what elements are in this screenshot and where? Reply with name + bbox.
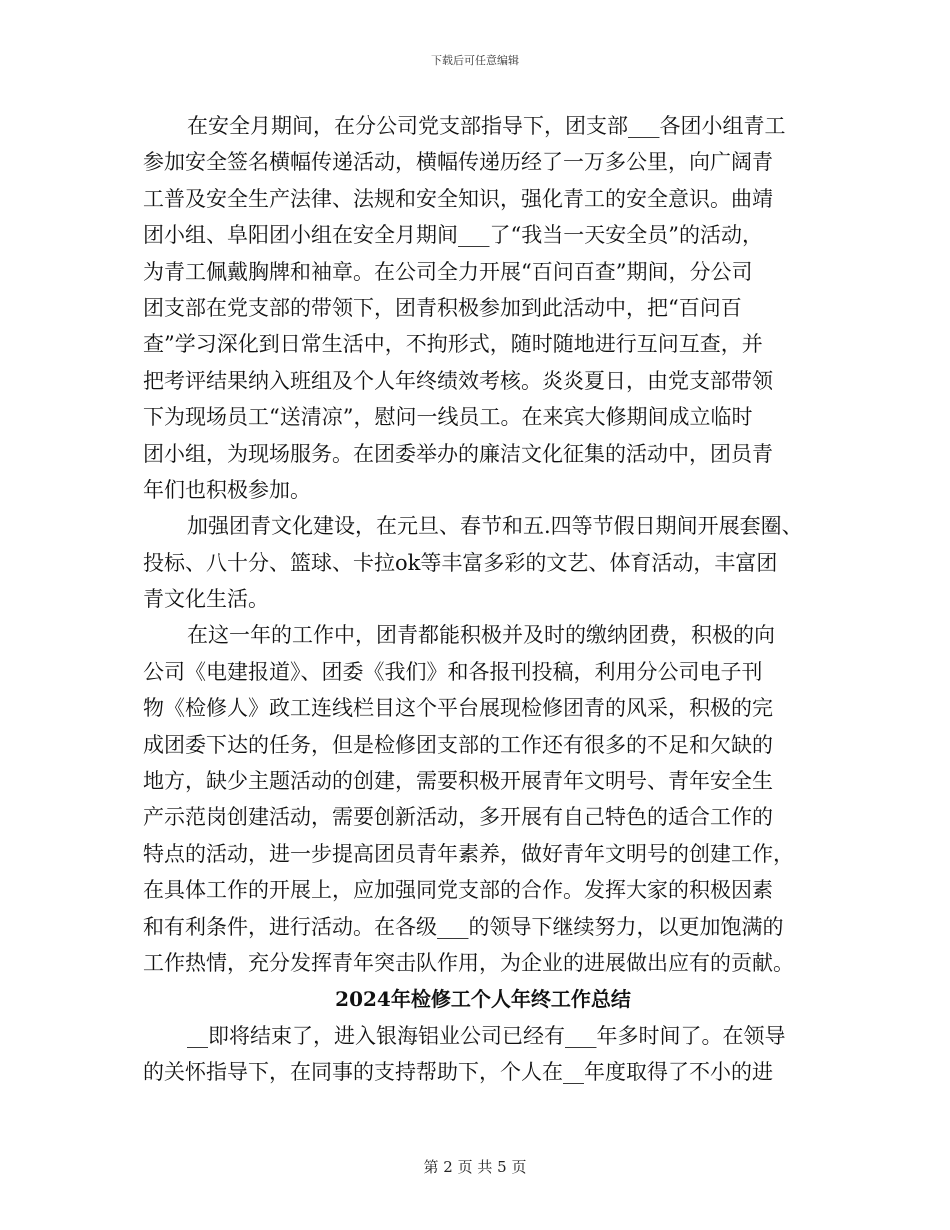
text-line: 物《检修人》政工连线栏目这个平台展现检修团青的风采，积极的完 <box>143 696 773 721</box>
text-line: 把考评结果纳入班组及个人年终绩效考核。炎炎夏日，由党支部带领 <box>143 368 773 393</box>
text-line: 产示范岗创建活动，需要创新活动，多开展有自己特色的适合工作的 <box>143 805 773 830</box>
text-line: 在安全月期间，在分公司党支部指导下，团支部___各团小组青工 <box>187 114 786 138</box>
text-line: 地方，缺少主题活动的创建，需要积极开展青年文明号、青年安全生 <box>143 769 773 794</box>
text-line: 在这一年的工作中，团青都能积极并及时的缴纳团费，积极的向 <box>187 623 775 648</box>
page-header: 下载后可任意编辑 <box>431 54 519 67</box>
text-line: 团小组，为现场服务。在团委举办的廉洁文化征集的活动中，团员青 <box>143 441 773 466</box>
text-line: 下为现场员工“送清凉”，慰问一线员工。在来宾大修期间成立临时 <box>143 405 753 430</box>
text-line: 公司《电建报道》、团委《我们》和各报刊投稿，利用分公司电子刊 <box>143 659 763 684</box>
text-line: 投标、八十分、篮球、卡拉ok等丰富多彩的文艺、体育活动，丰富团 <box>143 550 778 575</box>
text-line: 团支部在党支部的带领下，团青积极参加到此活动中，把“百问百 <box>143 295 742 320</box>
text-line: 查”学习深化到日常生活中，不拘形式，随时随地进行互问互查，并 <box>143 332 763 357</box>
text-line: 和有利条件，进行活动。在各级___的领导下继续努力，以更加饱满的 <box>143 914 784 939</box>
document-body <box>143 108 823 1091</box>
section-title: 2024年检修工个人年终工作总结 <box>335 987 631 1012</box>
text-line: 工普及安全生产法律、法规和安全知识，强化青工的安全意识。曲靖 <box>143 186 773 211</box>
text-line: 成团委下达的任务，但是检修团支部的工作还有很多的不足和欠缺的 <box>143 732 773 757</box>
text-line: 团小组、阜阳团小组在安全月期间___了“我当一天安全员”的活动， <box>143 223 763 248</box>
text-line: 年们也积极参加。 <box>143 477 311 502</box>
text-line: 青文化生活。 <box>143 587 269 612</box>
text-line: 参加安全签名横幅传递活动，横幅传递历经了一万多公里，向广阔青 <box>143 150 773 175</box>
text-line: 特点的活动，进一步提高团员青年素养，做好青年文明号的创建工作， <box>143 841 794 866</box>
text-line: 为青工佩戴胸牌和袖章。在公司全力开展“百问百查”期间，分公司 <box>143 259 753 284</box>
page-footer: 第 2 页 共 5 页 <box>423 1158 527 1176</box>
text-line: 在具体工作的开展上，应加强同党支部的合作。发挥大家的积极因素 <box>143 878 773 903</box>
text-line: 的关怀指导下，在同事的支持帮助下，个人在__年度取得了不小的进 <box>143 1060 773 1085</box>
text-line: 工作热情，充分发挥青年突击队作用，为企业的进展做出应有的贡献。 <box>143 950 794 975</box>
text-line: __即将结束了，进入银海铝业公司已经有___年多时间了。在领导 <box>187 1023 786 1048</box>
text-line: 加强团青文化建设，在元旦、春节和五.四等节假日期间开展套圈、 <box>187 514 803 539</box>
